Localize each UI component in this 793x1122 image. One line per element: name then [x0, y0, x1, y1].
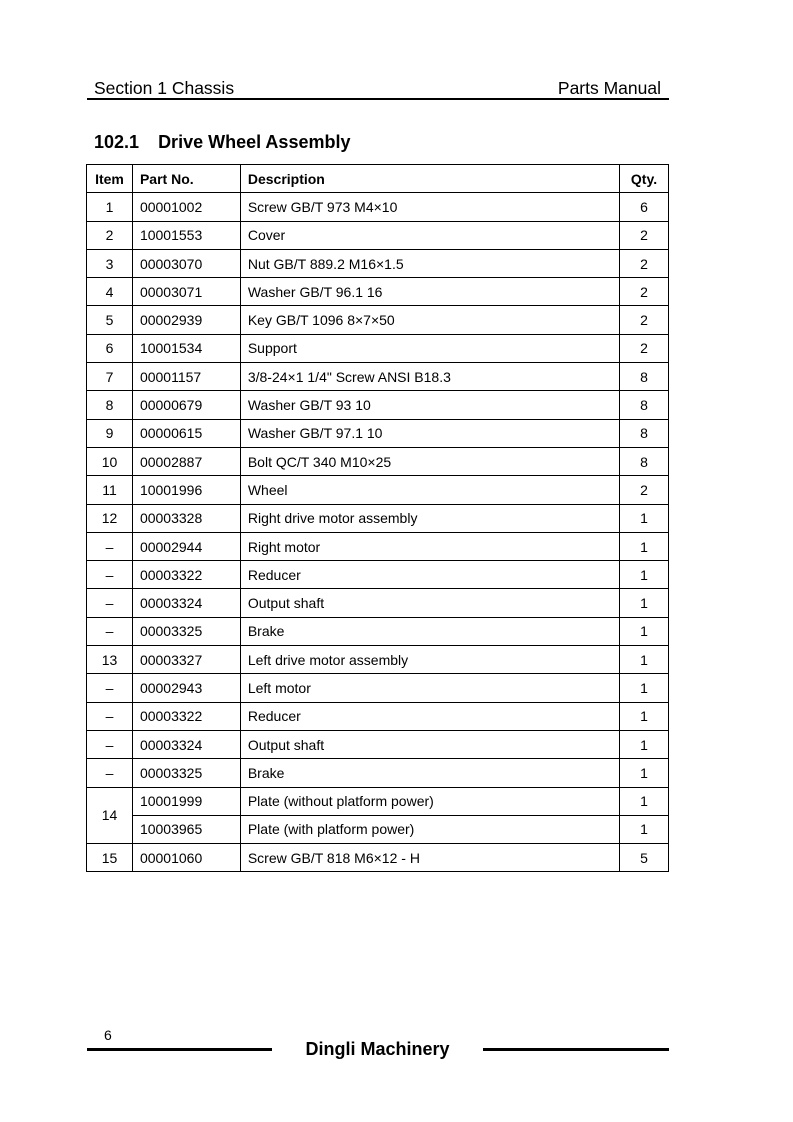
cell-qty: 8 [620, 447, 669, 475]
table-row [87, 476, 669, 504]
cell-qty: 6 [620, 193, 669, 221]
table-header-row [87, 165, 669, 193]
table-row [87, 674, 669, 702]
cell-item: – [87, 730, 133, 758]
table-row [87, 221, 669, 249]
cell-description: Right motor [240, 532, 619, 560]
col-item: Item [87, 165, 133, 193]
page-header [87, 78, 669, 100]
cell-description: Key GB/T 1096 8×7×50 [240, 306, 619, 334]
footer-rule-right [483, 1048, 669, 1051]
table-row [87, 306, 669, 334]
manual-label: Parts Manual [557, 78, 661, 98]
cell-part-no: 00003324 [132, 730, 240, 758]
cell-qty: 2 [620, 278, 669, 306]
cell-part-no: 00003325 [132, 617, 240, 645]
cell-part-no: 00002887 [132, 447, 240, 475]
cell-item: 6 [87, 334, 133, 362]
cell-part-no: 10001996 [132, 476, 240, 504]
cell-item: – [87, 532, 133, 560]
cell-item: 3 [87, 249, 133, 277]
table-row [87, 617, 669, 645]
cell-part-no: 00003071 [132, 278, 240, 306]
cell-description: Wheel [240, 476, 619, 504]
cell-description: Output shaft [240, 589, 619, 617]
cell-qty: 1 [620, 730, 669, 758]
cell-description: Reducer [240, 561, 619, 589]
table-row [87, 844, 669, 872]
cell-part-no: 00002943 [132, 674, 240, 702]
cell-qty: 2 [620, 334, 669, 362]
cell-part-no: 00003324 [132, 589, 240, 617]
cell-qty: 1 [620, 561, 669, 589]
cell-part-no: 00003328 [132, 504, 240, 532]
cell-item: 10 [87, 447, 133, 475]
cell-item: 15 [87, 844, 133, 872]
section-label: Section 1 Chassis [94, 78, 235, 98]
cell-item: 12 [87, 504, 133, 532]
cell-qty: 2 [620, 249, 669, 277]
parts-table [86, 164, 669, 872]
table-row [87, 646, 669, 674]
cell-qty: 2 [620, 476, 669, 504]
cell-item: 5 [87, 306, 133, 334]
table-row [87, 787, 669, 815]
cell-part-no: 10001999 [132, 787, 240, 815]
table-row [87, 702, 669, 730]
cell-description: Cover [240, 221, 619, 249]
cell-item: 14 [87, 787, 133, 844]
cell-part-no: 10001553 [132, 221, 240, 249]
col-description: Description [240, 165, 619, 193]
table-row [87, 447, 669, 475]
cell-item: 9 [87, 419, 133, 447]
cell-part-no: 00002944 [132, 532, 240, 560]
cell-description: Washer GB/T 97.1 10 [240, 419, 619, 447]
cell-part-no: 00000679 [132, 391, 240, 419]
cell-description: Reducer [240, 702, 619, 730]
footer-company: Dingli Machinery [305, 1039, 450, 1059]
cell-qty: 1 [620, 532, 669, 560]
cell-qty: 2 [620, 221, 669, 249]
table-row [87, 561, 669, 589]
cell-description: Output shaft [240, 730, 619, 758]
cell-item: – [87, 674, 133, 702]
table-row [87, 193, 669, 221]
table-row [87, 504, 669, 532]
cell-part-no: 00003327 [132, 646, 240, 674]
table-row [87, 589, 669, 617]
footer-rule-left [87, 1048, 272, 1051]
cell-description: Washer GB/T 93 10 [240, 391, 619, 419]
cell-qty: 1 [620, 646, 669, 674]
cell-description: Brake [240, 617, 619, 645]
cell-item: – [87, 702, 133, 730]
cell-description: Plate (without platform power) [240, 787, 619, 815]
cell-qty: 1 [620, 589, 669, 617]
cell-part-no: 10001534 [132, 334, 240, 362]
cell-item: – [87, 589, 133, 617]
cell-part-no: 00001002 [132, 193, 240, 221]
cell-part-no: 00001157 [132, 363, 240, 391]
table-row [87, 249, 669, 277]
cell-qty: 1 [620, 759, 669, 787]
cell-description: Nut GB/T 889.2 M16×1.5 [240, 249, 619, 277]
table-row [87, 730, 669, 758]
cell-description: Left drive motor assembly [240, 646, 619, 674]
cell-item: – [87, 617, 133, 645]
cell-description: Brake [240, 759, 619, 787]
cell-qty: 1 [620, 617, 669, 645]
cell-part-no: 00003070 [132, 249, 240, 277]
cell-qty: 1 [620, 787, 669, 815]
table-row [87, 532, 669, 560]
cell-description: Support [240, 334, 619, 362]
table-row [87, 363, 669, 391]
cell-description: Plate (with platform power) [240, 815, 619, 843]
page-number: 6 [104, 1027, 112, 1043]
cell-description: 3/8-24×1 1/4" Screw ANSI B18.3 [240, 363, 619, 391]
page-title [94, 132, 350, 153]
cell-item: 7 [87, 363, 133, 391]
table-row [87, 759, 669, 787]
cell-part-no: 10003965 [132, 815, 240, 843]
header-rule [87, 98, 669, 100]
cell-description: Screw GB/T 973 M4×10 [240, 193, 619, 221]
table-row [87, 815, 669, 843]
table-row [87, 278, 669, 306]
cell-qty: 5 [620, 844, 669, 872]
cell-item: – [87, 759, 133, 787]
cell-part-no: 00003322 [132, 702, 240, 730]
cell-description: Washer GB/T 96.1 16 [240, 278, 619, 306]
cell-item: 1 [87, 193, 133, 221]
cell-qty: 8 [620, 363, 669, 391]
cell-item: 11 [87, 476, 133, 504]
cell-qty: 8 [620, 419, 669, 447]
cell-item: 13 [87, 646, 133, 674]
title-name: Drive Wheel Assembly [158, 132, 351, 152]
cell-qty: 2 [620, 306, 669, 334]
cell-qty: 1 [620, 504, 669, 532]
cell-part-no: 00003322 [132, 561, 240, 589]
cell-item: 2 [87, 221, 133, 249]
cell-part-no: 00003325 [132, 759, 240, 787]
cell-part-no: 00002939 [132, 306, 240, 334]
table-row [87, 391, 669, 419]
cell-part-no: 00001060 [132, 844, 240, 872]
cell-description: Bolt QC/T 340 M10×25 [240, 447, 619, 475]
cell-item: 8 [87, 391, 133, 419]
col-qty: Qty. [620, 165, 669, 193]
cell-qty: 1 [620, 674, 669, 702]
col-part-no: Part No. [132, 165, 240, 193]
cell-description: Right drive motor assembly [240, 504, 619, 532]
cell-description: Screw GB/T 818 M6×12 - H [240, 844, 619, 872]
table-row [87, 419, 669, 447]
table-row [87, 334, 669, 362]
cell-item: 4 [87, 278, 133, 306]
cell-qty: 1 [620, 702, 669, 730]
cell-description: Left motor [240, 674, 619, 702]
title-number: 102.1 [94, 132, 140, 152]
cell-qty: 1 [620, 815, 669, 843]
cell-part-no: 00000615 [132, 419, 240, 447]
cell-item: – [87, 561, 133, 589]
cell-qty: 8 [620, 391, 669, 419]
